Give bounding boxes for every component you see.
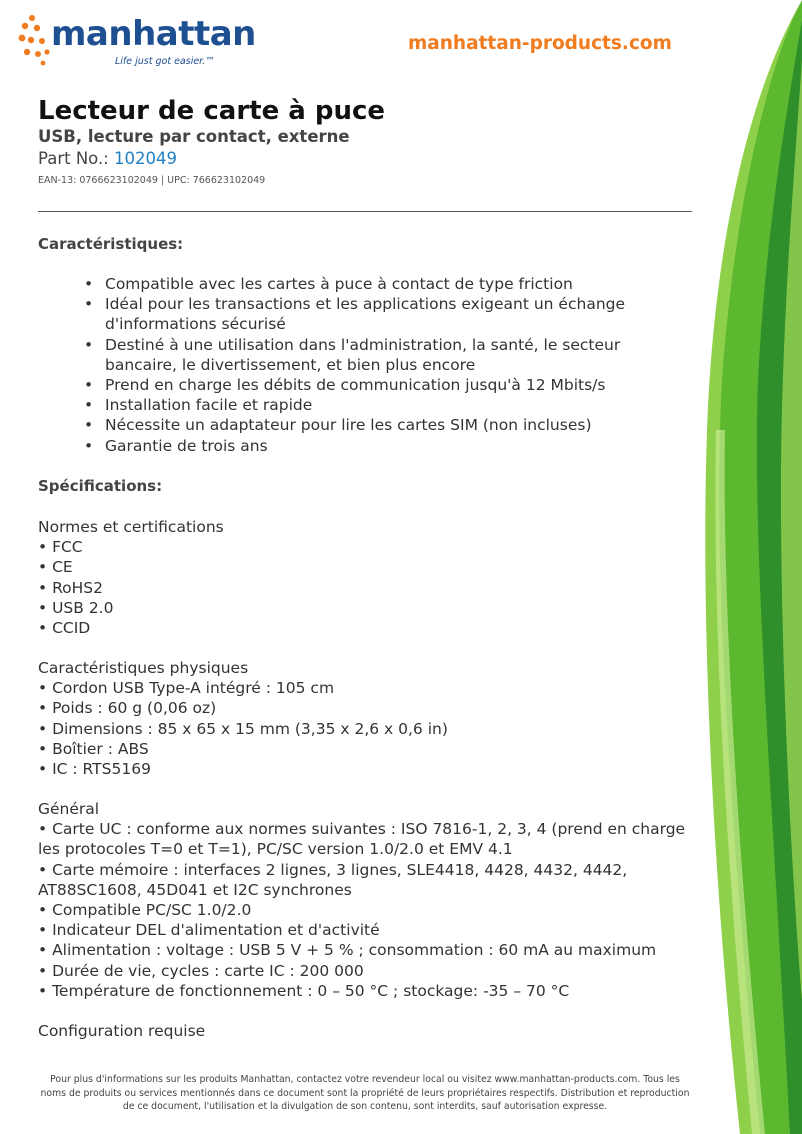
standards-block <box>38 517 698 638</box>
list-item: • CCID <box>38 619 91 638</box>
list-item: • Prend en charge les débits de communication jusqu'à 12 Mbits/s <box>84 376 606 395</box>
list-item: • Garantie de trois ans <box>84 436 268 455</box>
list-item: • RoHS2 <box>38 578 103 597</box>
logo-dots-icon <box>18 10 52 66</box>
list-item: • Destiné à une utilisation dans l'administration, la santé, le secteur bancaire, le divertissement, et bien plus encore <box>84 335 621 374</box>
list-item: • Température de fonctionnement : 0 – 50 °C ; stockage: -35 – 70 °C <box>38 981 570 1000</box>
list-item: • Durée de vie, cycles : carte IC : 200 000 <box>38 961 364 980</box>
list-item: • Nécessite un adaptateur pour lire les cartes SIM (non incluses) <box>84 416 592 435</box>
logo-wordmark: manhattan <box>51 14 256 54</box>
list-item: • FCC <box>38 538 83 557</box>
list-item: • Carte UC : conforme aux normes suivantes : ISO 7816-1, 2, 3, 4 (prend en charge les protocoles T=0 et T=1), PC/SC version 1.0/2.0 et EMV 4.1 <box>38 820 686 859</box>
list-item: • Alimentation : voltage : USB 5 V + 5 % ; consommation : 60 mA au maximum <box>38 941 657 960</box>
general-block <box>38 799 693 1001</box>
part-number-label: Part No.: <box>38 149 109 168</box>
list-item: • Boîtier : ABS <box>38 739 149 758</box>
list-item: • Poids : 60 g (0,06 oz) <box>38 699 217 718</box>
list-item: • Carte mémoire : interfaces 2 lignes, 3 lignes, SLE4418, 4428, 4432, 4442, AT88SC1608, 45D041 et I2C synchrones <box>38 860 628 899</box>
standards-title: Normes et certifications <box>38 518 224 536</box>
physical-block <box>38 658 698 779</box>
physical-title: Caractéristiques physiques <box>38 659 249 677</box>
list-item: • Idéal pour les transactions et les applications exigeant un échange d'informations sécurisé <box>84 295 626 334</box>
barcode-numbers: EAN-13: 0766623102049 | UPC: 766623102049 <box>38 175 266 186</box>
footer-disclaimer: Pour plus d'informations sur les produits Manhattan, contactez votre revendeur local ou visitez www.manhattan-products.com. Tous les noms de produits ou services mentionnés dans ce document sont la propriété de leurs propriétaires respectifs. Distribution et reproduction de ce document, l'utilisation et la divulgation de son contenu, sont interdits, sauf autorisation expresse. <box>40 1074 690 1112</box>
logo-tagline: Life just got easier.™ <box>115 56 215 67</box>
list-item: • IC : RTS5169 <box>38 760 151 779</box>
list-item: • Indicateur DEL d'alimentation et d'activité <box>38 921 380 940</box>
list-item: • Compatible PC/SC 1.0/2.0 <box>38 901 252 920</box>
product-subtitle: USB, lecture par contact, externe <box>38 127 350 146</box>
list-item: • CE <box>38 558 73 577</box>
divider <box>38 211 692 212</box>
list-item: • Installation facile et rapide <box>84 396 313 415</box>
general-title: Général <box>38 800 100 818</box>
list-item: • Compatible avec les cartes à puce à contact de type friction <box>84 275 573 293</box>
part-number-line <box>38 149 177 168</box>
features-list <box>84 274 684 456</box>
product-title: Lecteur de carte à puce <box>38 96 386 126</box>
features-heading: Caractéristiques: <box>38 235 184 253</box>
specs-heading: Spécifications: <box>38 477 163 495</box>
list-item: • USB 2.0 <box>38 598 114 617</box>
requirements-title: Configuration requise <box>38 1022 206 1040</box>
website-url[interactable]: manhattan-products.com <box>408 33 672 54</box>
list-item: • Cordon USB Type-A intégré : 105 cm <box>38 679 335 698</box>
list-item: • Dimensions : 85 x 65 x 15 mm (3,35 x 2,6 x 0,6 in) <box>38 719 448 738</box>
part-number: 102049 <box>114 149 178 168</box>
